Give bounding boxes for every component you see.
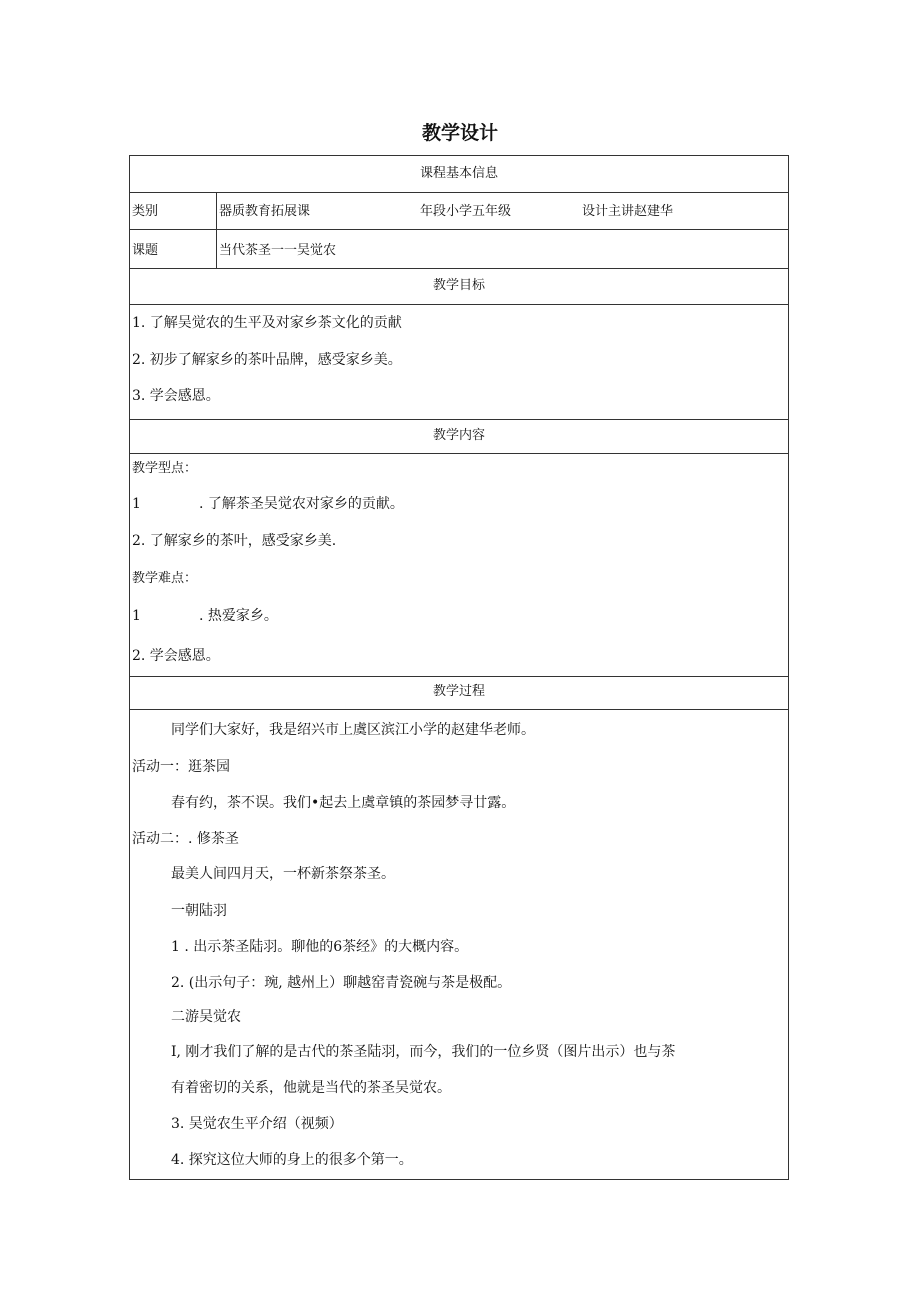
key-point-text: . 了解茶圣吴觉农对家乡的贡献。 (199, 496, 404, 512)
row-divider (130, 229, 788, 230)
row-divider (130, 419, 788, 420)
key-point-text: 2. 了解家乡的茶叶，感受家乡美. (132, 533, 337, 549)
section-item: I, 刚才我们了解的是古代的茶圣陆羽，而今，我们的一位乡贤（图片出示）也与茶 (171, 1044, 676, 1060)
objective-item: 3. 学会感恩。 (132, 388, 220, 404)
section-item: 3. 吴觉农生平介绍（视频） (171, 1116, 343, 1132)
section-item: 4. 探究这位大师的身上的很多个第一。 (171, 1152, 413, 1168)
topic-value: 当代茶圣一一吴觉农 (219, 243, 337, 258)
process-intro: 同学们大家好，我是绍兴市上虞区滨江小学的赵建华老师。 (171, 722, 535, 738)
designer-value: 设计主讲赵建华 (582, 204, 674, 219)
row-divider (130, 268, 788, 269)
section-item: 2. (出示句子：琬, 越州上）聊越窑青瓷碗与茶是极配。 (171, 975, 512, 991)
difficulty-number: 1 (132, 608, 141, 624)
section-item: 1 . 出示茶圣陆羽。聊他的6茶经》的大概内容。 (171, 939, 469, 955)
column-divider (216, 192, 217, 268)
section-title: 一朝陆羽 (171, 903, 227, 919)
activity-text: 春有约，茶不误。我们•起去上虞章镇的茶园梦寻廿露。 (171, 795, 516, 811)
difficulty-text: 2. 学会感恩。 (132, 648, 220, 664)
difficulty-text: . 热爱家乡。 (199, 608, 278, 624)
content-header: 教学内容 (432, 428, 485, 443)
row-divider (130, 192, 788, 193)
activity-title: 活动一：逛茶园 (132, 759, 230, 775)
objectives-header: 教学目标 (432, 278, 485, 293)
objective-item: 1. 了解吴觉农的生平及对家乡茶文化的贡献 (132, 315, 402, 331)
difficulty-label: 教学难点： (132, 571, 198, 586)
row-divider (130, 676, 788, 677)
key-point-number: 1 (132, 496, 141, 512)
category-label: 类别 (132, 204, 159, 219)
row-divider (130, 709, 788, 710)
row-divider (130, 453, 788, 454)
section-item: 有着密切的关系，他就是当代的茶圣吴觉农。 (171, 1080, 451, 1096)
activity-text: 最美人间四月天，一杯新茶祭茶圣。 (171, 866, 395, 882)
category-value: 器质教育拓展课 (219, 204, 311, 219)
key-points-label: 教学型点： (132, 461, 198, 476)
activity-title: 活动二：. 修茶圣 (132, 831, 239, 847)
page-title: 教学设计 (421, 122, 498, 144)
section-title: 二游吴觉农 (171, 1009, 241, 1025)
row-divider (130, 304, 788, 305)
topic-label: 课题 (132, 243, 159, 258)
basic-info-header: 课程基本信息 (419, 166, 498, 181)
grade-value: 年段小学五年级 (420, 204, 512, 219)
objective-item: 2. 初步了解家乡的茶叶品牌，感受家乡美。 (132, 352, 402, 368)
lesson-plan-table (129, 155, 789, 1180)
process-header: 教学过程 (432, 684, 485, 699)
